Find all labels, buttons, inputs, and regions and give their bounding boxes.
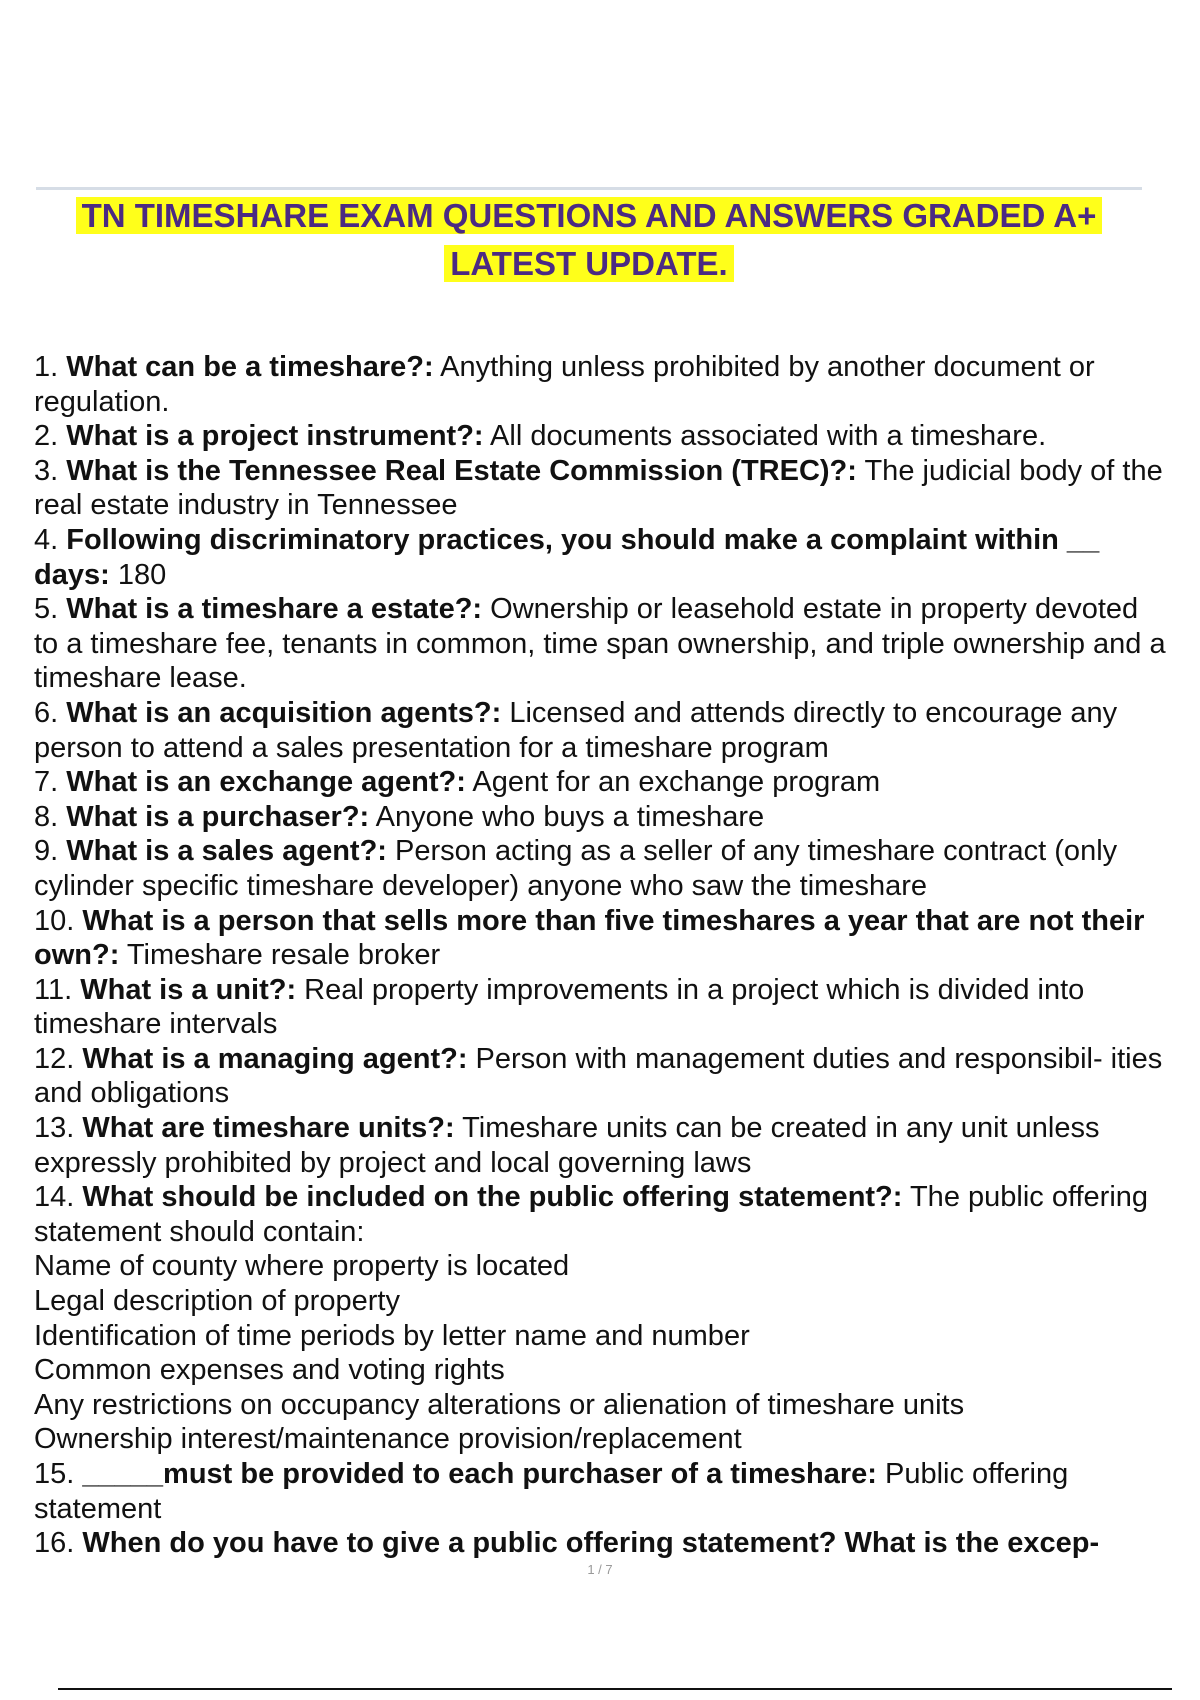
question: What are timeshare units?: [82,1112,455,1145]
question: When do you have to give a public offering statement? What is the excep- [82,1527,1100,1560]
answer: 180 [109,558,167,591]
qa-item: 5. What is a timeshare a estate?: Ownership or leasehold estate in property devoted to a timeshare fee, tenants in common, time span ownership, and triple ownership and a timeshare lease. [34,593,1166,695]
question: What is an exchange agent?: [66,766,466,799]
answer: The public offering statement should contain: [34,1181,1149,1248]
qa-item: 16. When do you have to give a public offering statement? What is the excep- [34,1527,1100,1560]
answer: The judicial body of the real estate industry in Tennessee [34,454,1163,522]
footer-divider [58,1688,1172,1690]
answer: Licensed and attends directly to encourage any person to attend a sales presentation for a timeshare program [34,696,1118,764]
qa-item: 9. What is a sales agent?: Person acting as a seller of any timeshare contract (only cylinder specific timeshare developer) anyone who saw the timeshare [34,835,1118,902]
offering-statement-item: Common expenses and voting rights [34,1354,505,1387]
qa-item: 2. What is a project instrument?: All documents associated with a timeshare. [34,420,1047,453]
question: What is a purchaser?: [66,800,370,833]
qa-item: 4. Following discriminatory practices, you should make a complaint within __ days: 180 [34,523,1100,591]
qa-item: 7. What is an exchange agent?: Agent for an exchange program [34,766,881,799]
header-divider [36,187,1142,190]
question: What can be a timeshare?: [66,351,434,383]
page-number: 1 / 7 [587,1562,613,1577]
answer: Anyone who buys a timeshare [369,800,765,833]
offering-statement-item: Name of county where property is located [34,1250,570,1283]
question: Following discriminatory practices, you should make a complaint within __ days: [34,523,1100,591]
qa-item: 1. What can be a timeshare?: Anything unless prohibited by another document or regulation. [34,351,1095,418]
offering-statement-item: Ownership interest/maintenance provision/replacement [34,1423,742,1456]
answer: Public offering statement [34,1458,1069,1525]
qa-item: 15. _____must be provided to each purchaser of a timeshare: Public offering statement [34,1458,1069,1525]
qa-item: 10. What is a person that sells more than five timeshares a year that are not their own?: Timeshare resale broker [34,904,1145,972]
qa-item: 12. What is a managing agent?: Person with management duties and responsibil- ities and obligations [34,1042,1163,1110]
answer: All documents associated with a timeshare. [483,420,1047,453]
offering-statement-item: Identification of time periods by letter name and number [34,1319,750,1352]
question: What is a timeshare a estate?: [66,593,483,626]
question: What is a managing agent?: [82,1042,468,1075]
question: What should be included on the public offering statement?: [82,1181,903,1214]
qa-item: 6. What is an acquisition agents?: Licensed and attends directly to encourage any person to attend a sales presentation for a timeshare program [34,696,1118,764]
qa-item: 8. What is a purchaser?: Anyone who buys a timeshare [34,800,765,833]
document-title [36,192,1142,288]
qa-item: 3. What is the Tennessee Real Estate Commission (TREC)?: The judicial body of the real estate industry in Tennessee [34,454,1163,522]
qa-list [34,350,1169,1561]
offering-statement-item: Any restrictions on occupancy alterations or alienation of timeshare units [34,1388,965,1421]
answer: Ownership or leasehold estate in property devoted to a timeshare fee, tenants in common, time span ownership, and triple ownership and a timeshare lease. [34,593,1166,695]
question: What is a unit?: [80,973,297,1006]
question: What is a sales agent?: [66,835,387,868]
answer: Agent for an exchange program [465,766,881,799]
question: What is a project instrument?: [66,420,484,453]
answer: Real property improvements in a project which is divided into timeshare intervals [34,973,1085,1041]
question: What is a person that sells more than five timeshares a year that are not their own?: [34,904,1145,972]
offering-statement-item: Legal description of property [34,1285,400,1318]
question: What is the Tennessee Real Estate Commission (TREC)?: [66,454,857,487]
title-line-2: LATEST UPDATE. [444,245,733,282]
qa-item: 11. What is a unit?: Real property improvements in a project which is divided into timeshare intervals [34,973,1085,1041]
title-line-1: TN TIMESHARE EXAM QUESTIONS AND ANSWERS GRADED A+ [76,197,1103,234]
answer: Timeshare resale broker [119,939,441,972]
answer: Person with management duties and responsibil- ities and obligations [34,1042,1163,1110]
answer: Anything unless prohibited by another document or regulation. [34,351,1095,418]
qa-item: 13. What are timeshare units?: Timeshare units can be created in any unit unless expressly prohibited by project and local governing laws [34,1112,1100,1179]
question: What is an acquisition agents?: [66,696,502,729]
question: _____must be provided to each purchaser of a timeshare: [74,1458,877,1490]
qa-item: 14. What should be included on the public offering statement?: The public offering statement should contain: [34,1181,1149,1248]
answer: Timeshare units can be created in any unit unless expressly prohibited by project and local governing laws [34,1112,1100,1179]
answer: Person acting as a seller of any timeshare contract (only cylinder specific timeshare developer) anyone who saw the timeshare [34,835,1118,902]
